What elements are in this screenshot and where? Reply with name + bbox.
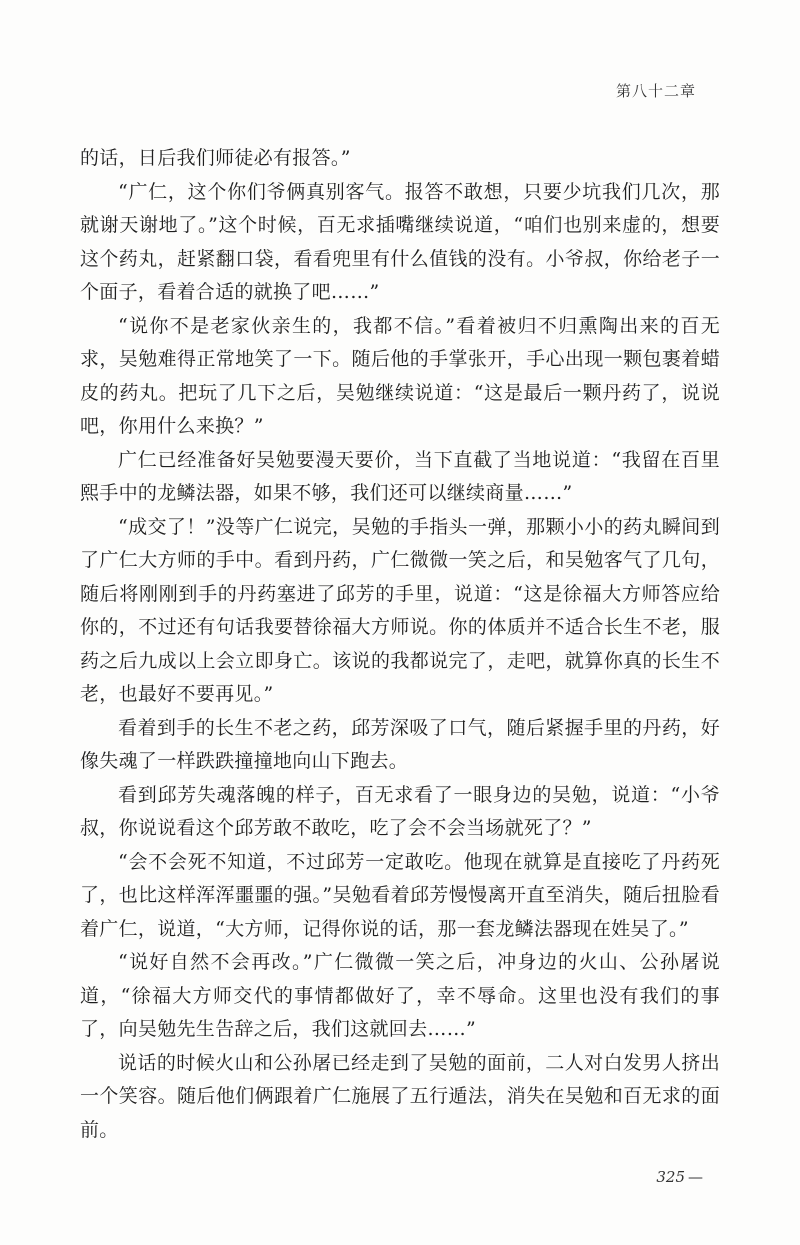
page-number-value: 325: [656, 1168, 685, 1186]
paragraph: 说话的时候火山和公孙屠已经走到了吴勉的面前，二人对白发男人挤出一个笑容。随后他们俩跟着广仁施展了五行遁法，消失在吴勉和百无求的面前。: [80, 1051, 720, 1141]
paragraph-continuation: 的话，日后我们师徒必有报答。”: [80, 147, 351, 169]
paragraph: “广仁，这个你们爷俩真别客气。报答不敢想，只要少坑我们几次，那就谢天谢地了。”这个时候，百无求插嘴继续说道，“咱们也别来虚的，想要这个药丸，赶紧翻口袋，看看兜里有什么值钱的没有。小爷叔，你给老子一个面子，看着合适的就换了吧……”: [80, 180, 720, 303]
page-number: [656, 1168, 703, 1186]
chapter-running-head: 第八十二章: [615, 82, 696, 100]
paragraph: “说你不是老家伙亲生的，我都不信。”看着被归不归熏陶出来的百无求，吴勉难得正常地笑了一下。随后他的手掌张开，手心出现一颗包裹着蜡皮的药丸。把玩了几下之后，吴勉继续说道：“这是最后一颗丹药了，说说吧，你用什么来换？”: [80, 314, 720, 437]
paragraph: “会不会死不知道，不过邱芳一定敢吃。他现在就算是直接吃了丹药死了，也比这样浑浑噩噩的强。”吴勉看着邱芳慢慢离开直至消失，随后扭脸看着广仁，说道，“大方师，记得你说的话，那一套龙鳞法器现在姓吴了。”: [80, 850, 720, 940]
body-text: [80, 142, 720, 1147]
paragraph: “说好自然不会再改。”广仁微微一笑之后，冲身边的火山、公孙屠说道，“徐福大方师交代的事情都做好了，幸不辱命。这里也没有我们的事了，向吴勉先生告辞之后，我们这就回去……”: [80, 951, 720, 1040]
page-number-dash: —: [688, 1168, 703, 1186]
paragraph: 广仁已经准备好吴勉要漫天要价，当下直截了当地说道：“我留在百里熙手中的龙鳞法器，如果不够，我们还可以继续商量……”: [80, 448, 720, 504]
paragraph: “成交了！”没等广仁说完，吴勉的手指头一弹，那颗小小的药丸瞬间到了广仁大方师的手中。看到丹药，广仁微微一笑之后，和吴勉客气了几句，随后将刚刚到手的丹药塞进了邱芳的手里，说道：“这是徐福大方师答应给你的，不过还有句话我要替徐福大方师说。你的体质并不适合长生不老，服药之后九成以上会立即身亡。该说的我都说完了，走吧，就算你真的长生不老，也最好不要再见。”: [80, 515, 720, 705]
paragraph: 看着到手的长生不老之药，邱芳深吸了口气，随后紧握手里的丹药，好像失魂了一样跌跌撞撞地向山下跑去。: [80, 716, 720, 772]
paragraph: 看到邱芳失魂落魄的样子，百无求看了一眼身边的吴勉，说道：“小爷叔，你说说看这个邱芳敢不敢吃，吃了会不会当场就死了？”: [80, 783, 720, 839]
